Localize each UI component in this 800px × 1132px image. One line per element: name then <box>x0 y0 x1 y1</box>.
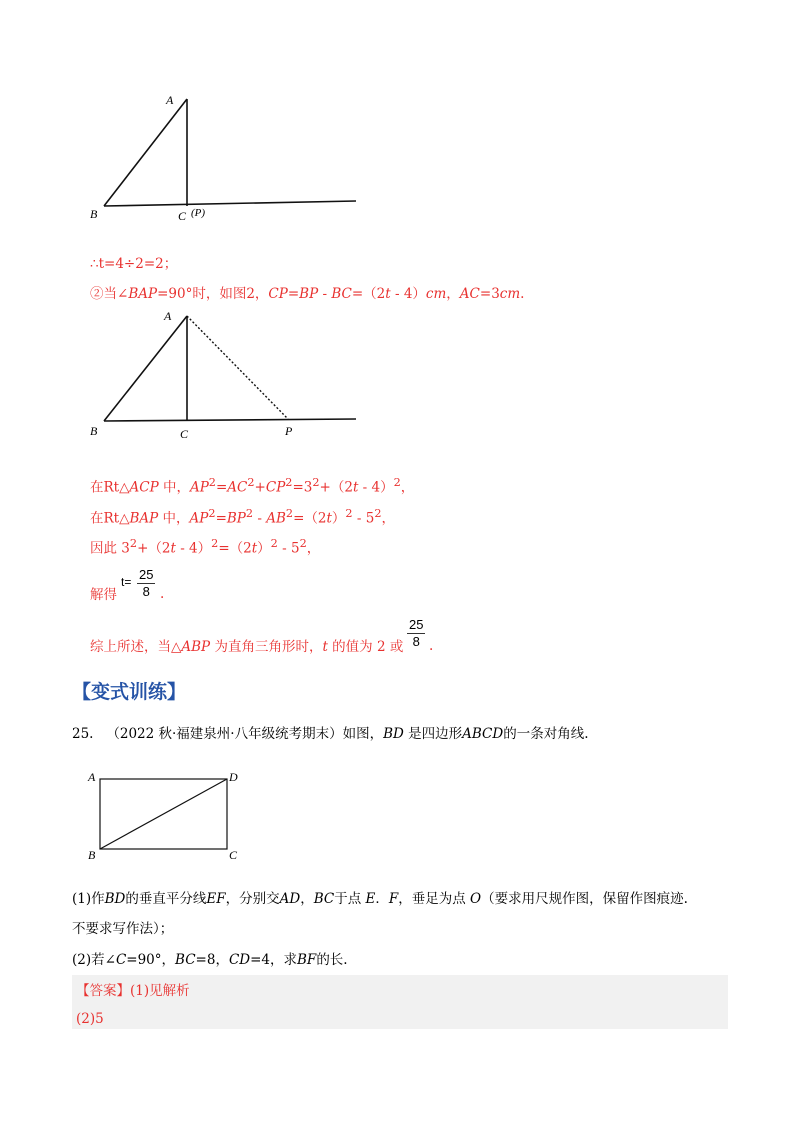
part-2-line: (2)若∠C=90°，BC=8，CD=4，求BF的长. <box>72 952 348 968</box>
question-25: 25. （2022 秋·福建泉州·八年级统考期末）如图，BD 是四边形ABCD的一条对角线. <box>72 726 589 742</box>
fig1-label-b: B <box>90 207 98 221</box>
summary-fraction: $\frac{25}{8}$ <box>409 617 424 649</box>
summary-end: . <box>429 638 434 654</box>
fig3-label-c: C <box>229 848 238 862</box>
figure-2 <box>104 316 356 421</box>
figure-3 <box>100 779 227 849</box>
solve-fraction: $\frac{25}{8}$ <box>139 567 154 599</box>
part-1-line-2: 不要求写作法）； <box>72 921 174 937</box>
fig2-label-c: C <box>180 427 189 441</box>
result-line-1: ∴t=4÷2=2； <box>90 256 178 272</box>
equation-bap: 在Rt△BAP 中，$AP^2=BP^2 - AB^2=(2t)^2 - 5^2$， <box>90 507 395 527</box>
fig1-label-a: A <box>166 93 174 107</box>
answer-tag: 【答案】 <box>76 983 130 999</box>
fig2-label-p: P <box>285 424 293 438</box>
fig1-label-p: (P) <box>191 207 206 219</box>
fig3-label-b: B <box>88 848 96 862</box>
equation-acp: 在Rt△ACP 中，$AP^2=AC^2+CP^2=3^2+(2t - 4)^2$， <box>90 476 415 496</box>
fig2-label-b: B <box>90 424 98 438</box>
fig3-label-a: A <box>88 770 96 784</box>
figure-1 <box>104 99 356 206</box>
case-2-line: ②当∠BAP=90°时，如图2，CP=BP - BC=（2t - 4）cm，AC=3cm. <box>90 286 525 302</box>
fig3-label-d: D <box>229 770 238 784</box>
section-heading: 【变式训练】 <box>72 681 187 703</box>
solve-var: t= <box>121 575 132 589</box>
summary-line: 综上所述，当△ABP 为直角三角形时，t 的值为 2 或 <box>90 639 404 655</box>
fig1-label-c: C <box>178 209 187 223</box>
solve-label: 解得 <box>90 587 117 603</box>
equation-combined: 因此 $3^2+(2t - 4)^2=(2t)^2 - 5^2$， <box>90 537 321 557</box>
solve-end: . <box>160 586 165 602</box>
part-1-line-1: (1)作BD的垂直平分线EF，分别交AD，BC于点 E．F，垂足为点 O（要求用尺规作图，保留作图痕迹. <box>72 891 688 907</box>
answer-line-1: 【答案】(1)见解析 <box>76 983 190 999</box>
answer-line-2: (2)5 <box>76 1011 104 1027</box>
fig2-label-a: A <box>164 309 172 323</box>
